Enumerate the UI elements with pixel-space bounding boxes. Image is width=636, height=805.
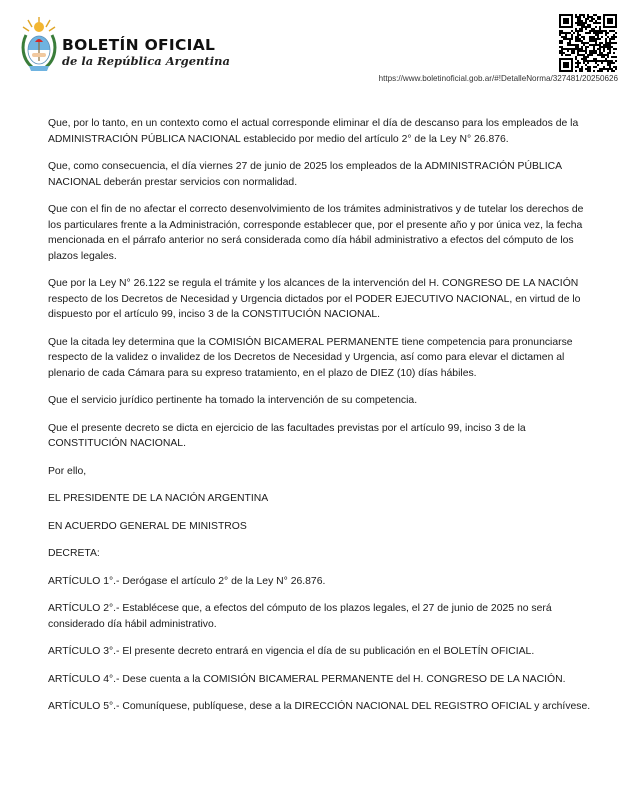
- article: ARTÍCULO 4°.- Dese cuenta a la COMISIÓN BICAMERAL PERMANENTE del H. CONGRESO DE LA NACIÓN.: [48, 673, 566, 685]
- article: ARTÍCULO 1°.- Derógase el artículo 2° de la Ley N° 26.876.: [48, 575, 326, 587]
- paragraph: Por ello,: [48, 465, 87, 477]
- article: ARTÍCULO 2°.- Establécese que, a efectos del cómputo de los plazos legales, el 27 de junio de 2025 no será considerado día hábil administrativo.: [48, 603, 552, 630]
- article: ARTÍCULO 5°.- Comuníquese, publíquese, dese a la DIRECCIÓN NACIONAL DEL REGISTRO OFICIAL y archívese.: [48, 701, 591, 712]
- document-url[interactable]: https://www.boletinoficial.gob.ar/#!DetalleNorma/327481/20250626: [378, 74, 618, 83]
- document-header: [0, 0, 636, 95]
- paragraph: Que la citada ley determina que la COMISIÓN BICAMERAL PERMANENTE tiene competencia para pronunciarse respecto de la validez o invalidez de los Decretos de Necesidad y Urgencia, así como para elevar el dictamen al plenario de cada Cámara para su expreso tratamiento, en el plazo de DIEZ (10) días hábiles.: [48, 336, 573, 379]
- paragraph: Que, como consecuencia, el día viernes 27 de junio de 2025 los empleados de la ADMINISTRACIÓN PÚBLICA NACIONAL deberán prestar servicios con normalidad.: [48, 161, 562, 188]
- qr-code: [559, 14, 617, 72]
- article: ARTÍCULO 3°.- El presente decreto entrará en vigencia el día de su publicación en el BOLETÍN OFICIAL.: [48, 646, 535, 657]
- document-body: [48, 116, 592, 727]
- paragraph: Que el presente decreto se dicta en ejercicio de las facultades previstas por el artículo 99, inciso 3 de la CONSTITUCIÓN NACIONAL.: [48, 422, 526, 449]
- brand-subtitle: de la República Argentina: [62, 54, 230, 68]
- paragraph: Que el servicio jurídico pertinente ha tomado la intervención de su competencia.: [48, 395, 418, 406]
- paragraph: EL PRESIDENTE DE LA NACIÓN ARGENTINA: [48, 493, 269, 504]
- coat-of-arms-icon: [20, 15, 58, 77]
- paragraph: Que por la Ley N° 26.122 se regula el trámite y los alcances de la intervención del H. CONGRESO DE LA NACIÓN respecto de los Decretos de Necesidad y Urgencia dictados por el PODER EJECUTIVO NACIONAL, en virtud de lo dispuesto por el artículo 99, inciso 3 de la CONSTITUCIÓN NACIONAL.: [48, 278, 581, 320]
- paragraph: Que, por lo tanto, en un contexto como el actual corresponde eliminar el día de descanso para los empleados de la ADMINISTRACIÓN PÚBLICA NACIONAL establecido por medio del artículo 2° de la Ley N° 26.876.: [48, 118, 579, 145]
- paragraph: Que con el fin de no afectar el correcto desenvolvimiento de los trámites administrativos y de tutelar los derechos de los particulares frente a la Administración, corresponde establecer que, por el presente año y por única vez, la fecha mencionada en el párrafo anterior no será considerada como día hábil administrativo a efectos del cómputo de los plazos legales.: [48, 204, 584, 262]
- paragraph: DECRETA:: [48, 548, 100, 559]
- brand-title: BOLETÍN OFICIAL: [62, 36, 216, 54]
- brand: [62, 36, 230, 69]
- paragraph: EN ACUERDO GENERAL DE MINISTROS: [48, 520, 247, 532]
